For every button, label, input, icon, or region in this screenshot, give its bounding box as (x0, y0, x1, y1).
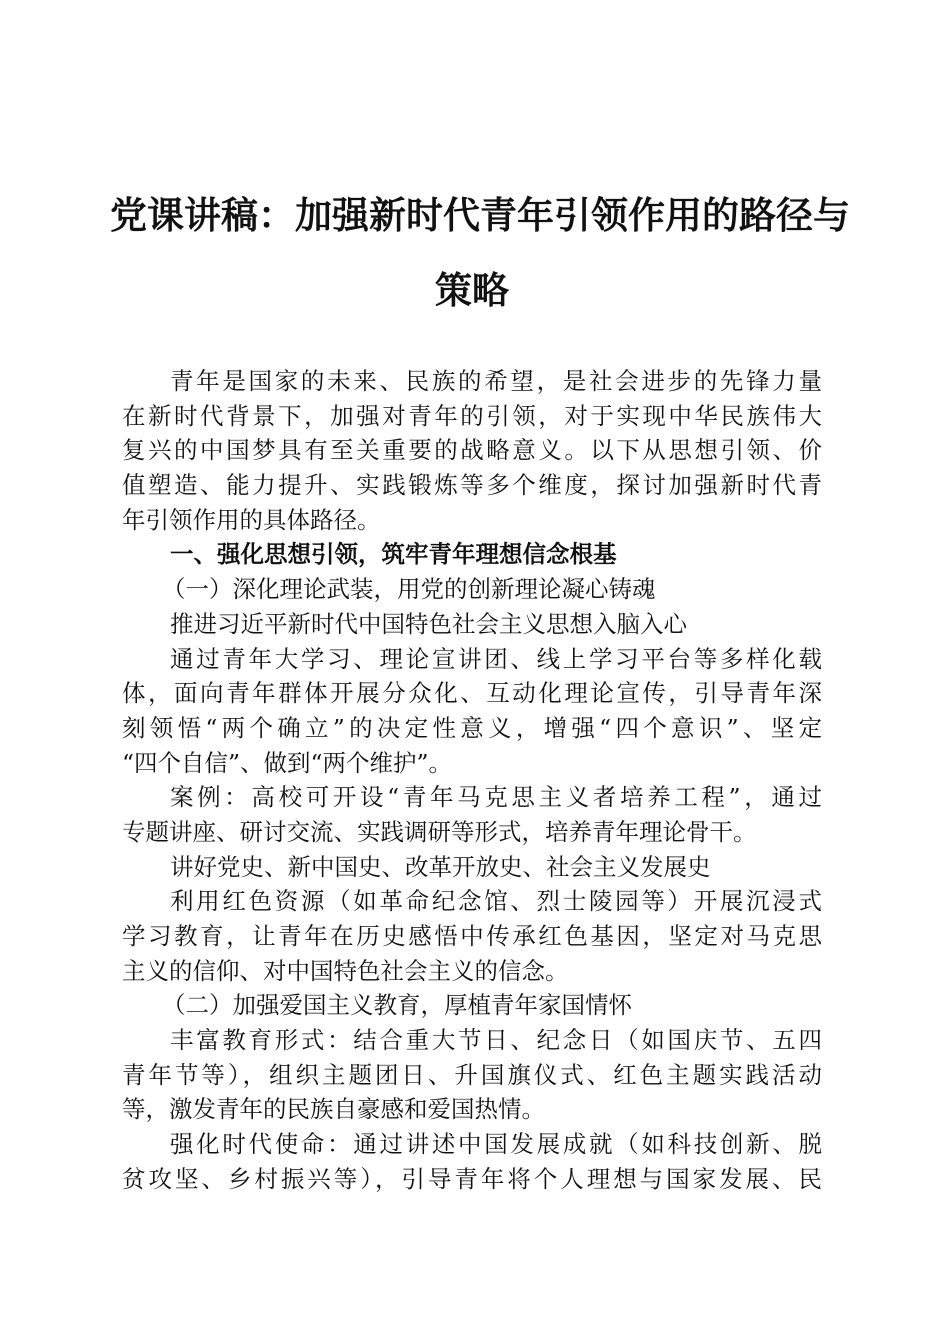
text-line: 年引领作用的具体路径。 (122, 505, 381, 534)
text-line: 案例：高校可开设“青年马克思主义者培养工程”，通过 (170, 783, 822, 812)
paragraph (122, 850, 822, 885)
text-line: 青年是国家的未来、民族的希望，是社会进步的先锋力量 (170, 367, 822, 395)
text-line: 强化时代使命：通过讲述中国发展成就（如科技创新、脱 (170, 1130, 822, 1159)
text-line: 值塑造、能力提升、实践锻炼等多个维度，探讨加强新时代青 (122, 471, 822, 500)
paragraph (122, 780, 822, 849)
text-line: 学习教育，让青年在历史感悟中传承红色基因，坚定对马克思 (122, 922, 822, 950)
text-line: 等，激发青年的民族自豪感和爱国热情。 (122, 1095, 545, 1124)
text-line: 在新时代背景下，加强对青年的引领，对于实现中华民族伟大 (122, 401, 822, 430)
text-line: 主义的信仰、对中国特色社会主义的信念。 (122, 956, 569, 985)
document-title-line-1: 党课讲稿：加强新时代青年引领作用的路径与 (110, 193, 850, 237)
text-line: 推进习近平新时代中国特色社会主义思想入脑入心 (170, 609, 687, 638)
text-line: 复兴的中国梦具有至关重要的战略意义。以下从思想引领、价 (122, 436, 822, 465)
text-line: 青年节等），组织主题团日、升国旗仪式、红色主题实践活动 (122, 1060, 822, 1089)
document-title-line-2: 策略 (435, 268, 509, 312)
text-line: 贫攻坚、乡村振兴等），引导青年将个人理想与国家发展、民 (122, 1164, 822, 1193)
paragraph (122, 1023, 822, 1127)
text-line: （一）深化理论武装，用党的创新理论凝心铸魂 (162, 575, 656, 604)
text-line: 丰富教育形式：结合重大节日、纪念日（如国庆节、五四 (170, 1026, 822, 1055)
paragraph (122, 1127, 822, 1196)
text-line: 通过青年大学习、理论宣讲团、线上学习平台等多样化载 (170, 644, 822, 673)
text-line: 刻领悟“两个确立”的决定性意义，增强“四个意识”、坚定 (122, 713, 822, 742)
subsection-heading (122, 988, 822, 1023)
paragraph (122, 884, 822, 988)
text-line: 体，面向青年群体开展分众化、互动化理论宣传，引导青年深 (122, 679, 822, 708)
text-line: 专题讲座、研讨交流、实践调研等形式，培养青年理论骨干。 (122, 817, 757, 846)
document-body (122, 364, 822, 1197)
subsection-heading (122, 572, 822, 607)
paragraph (122, 607, 822, 642)
text-line: “四个自信”、做到“两个维护”。 (122, 748, 453, 777)
text-line: 讲好党史、新中国史、改革开放史、社会主义发展史 (170, 852, 711, 881)
text-line: 利用红色资源（如革命纪念馆、烈士陵园等）开展沉浸式 (170, 887, 822, 916)
section-heading (122, 537, 822, 572)
text-line: 一、强化思想引领，筑牢青年理想信念根基 (170, 540, 617, 569)
paragraph (122, 642, 822, 781)
text-line: （二）加强爱国主义教育，厚植青年家国情怀 (162, 991, 632, 1020)
paragraph (122, 364, 822, 537)
